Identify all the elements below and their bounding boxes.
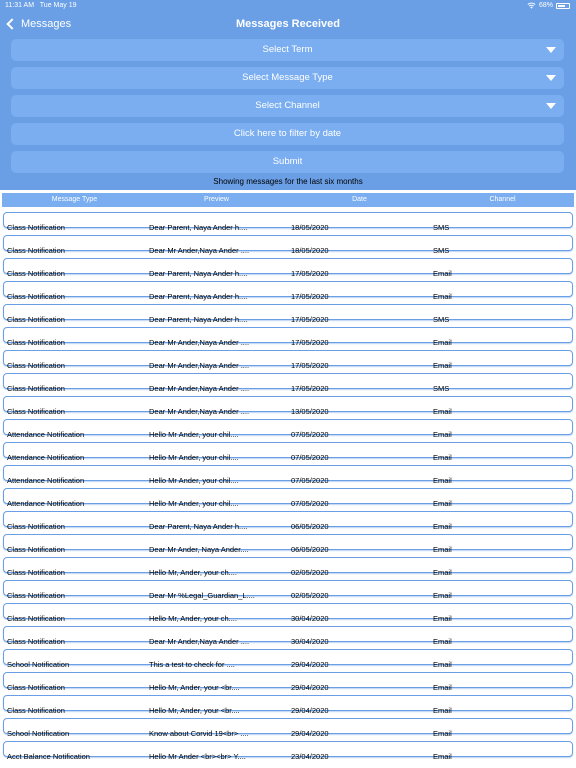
table-row[interactable]: [3, 557, 573, 577]
select-term-dropdown[interactable]: [11, 39, 564, 61]
select-message-type-label: Select Message Type: [242, 72, 333, 83]
preview-cell: Dear Mr Ander,Naya Ander ....: [149, 407, 250, 416]
preview-cell: Hello Mr, Ander, your <br....: [149, 683, 240, 692]
preview-cell: Dear Parent, Naya Ander h....: [149, 315, 248, 324]
preview-cell: Dear Mr Ander, Naya Ander....: [149, 545, 249, 554]
preview-cell: Hello Mr, Ander, your ch....: [149, 614, 237, 623]
message-type-cell: Attendance Notification: [7, 476, 85, 485]
message-type-cell: School Notification: [7, 729, 70, 738]
message-type-cell: Class Notification: [7, 315, 65, 324]
date-cell: 18/05/2020: [291, 246, 329, 255]
battery-fill: [558, 5, 565, 7]
channel-cell: SMS: [433, 223, 450, 232]
channel-cell: Email: [433, 614, 452, 623]
caret-down-icon: [546, 103, 556, 109]
channel-cell: Email: [433, 545, 452, 554]
message-type-cell: Attendance Notification: [7, 499, 85, 508]
date-cell: 13/05/2020: [291, 407, 329, 416]
date-cell: 06/05/2020: [291, 522, 329, 531]
preview-cell: Hello Mr, Ander, your <br....: [149, 706, 240, 715]
table-row[interactable]: [3, 603, 573, 623]
column-header-date: Date: [352, 196, 367, 203]
submit-button[interactable]: [11, 151, 564, 173]
channel-cell: Email: [433, 752, 452, 761]
channel-cell: Email: [433, 269, 452, 278]
channel-cell: Email: [433, 430, 452, 439]
channel-cell: SMS: [433, 246, 450, 255]
preview-cell: Hello Mr Ander, your chil....: [149, 430, 239, 439]
date-cell: 07/05/2020: [291, 430, 329, 439]
table-row[interactable]: [3, 580, 573, 600]
message-type-cell: Class Notification: [7, 407, 65, 416]
select-channel-dropdown[interactable]: [11, 95, 564, 117]
date-cell: 29/04/2020: [291, 683, 329, 692]
channel-cell: Email: [433, 660, 452, 669]
preview-cell: Hello Mr Ander, your chil....: [149, 453, 239, 462]
table-row[interactable]: [3, 327, 573, 347]
message-type-cell: Class Notification: [7, 361, 65, 370]
table-row[interactable]: [3, 488, 573, 508]
date-cell: 18/05/2020: [291, 223, 329, 232]
preview-cell: Dear Mr Ander,Naya Ander ....: [149, 361, 250, 370]
date-cell: 17/05/2020: [291, 315, 329, 324]
message-type-cell: Class Notification: [7, 637, 65, 646]
preview-cell: This a test to check for ....: [149, 660, 235, 669]
wifi-icon: [527, 2, 536, 9]
date-cell: 29/04/2020: [291, 706, 329, 715]
channel-cell: Email: [433, 338, 452, 347]
message-type-cell: Class Notification: [7, 246, 65, 255]
table-row[interactable]: [3, 741, 573, 761]
preview-cell: Dear Mr Ander,Naya Ander ....: [149, 384, 250, 393]
preview-cell: Know about Corvid 19<br> ....: [149, 729, 249, 738]
message-type-cell: School Notification: [7, 660, 70, 669]
status-bar: [0, 0, 576, 12]
date-cell: 02/05/2020: [291, 568, 329, 577]
preview-cell: Dear Parent, Naya Ander h....: [149, 292, 248, 301]
header-panel: [0, 0, 576, 190]
table-row[interactable]: [3, 442, 573, 462]
date-cell: 30/04/2020: [291, 637, 329, 646]
table-row[interactable]: [3, 718, 573, 738]
date-cell: 17/05/2020: [291, 338, 329, 347]
message-list[interactable]: [0, 208, 576, 768]
status-indicators: [527, 2, 570, 9]
table-row[interactable]: [3, 511, 573, 531]
message-type-cell: Acct Balance Notification: [7, 752, 90, 761]
table-row[interactable]: [3, 626, 573, 646]
preview-cell: Dear Mr Ander,Naya Ander ....: [149, 338, 250, 347]
table-row[interactable]: [3, 235, 573, 255]
status-time: [5, 2, 76, 9]
preview-cell: Dear Parent, Naya Ander h....: [149, 223, 248, 232]
date-cell: 29/04/2020: [291, 729, 329, 738]
date-cell: 17/05/2020: [291, 292, 329, 301]
date-cell: 07/05/2020: [291, 499, 329, 508]
table-row[interactable]: [3, 396, 573, 416]
channel-cell: Email: [433, 729, 452, 738]
table-row[interactable]: [3, 281, 573, 301]
preview-cell: Hello Mr Ander, your chil....: [149, 499, 239, 508]
column-header-preview: Preview: [204, 196, 229, 203]
channel-cell: Email: [433, 568, 452, 577]
preview-cell: Dear Parent, Naya Ander h....: [149, 522, 248, 531]
preview-cell: Dear Parent, Naya Ander h....: [149, 269, 248, 278]
message-type-cell: Class Notification: [7, 591, 65, 600]
submit-label: Submit: [272, 156, 303, 167]
table-row[interactable]: [3, 649, 573, 669]
preview-cell: Hello Mr Ander <br><br> Y....: [149, 752, 246, 761]
preview-cell: Dear Mr %Legal_Guardian_L....: [149, 591, 255, 600]
table-row[interactable]: [3, 373, 573, 393]
date-cell: 07/05/2020: [291, 476, 329, 485]
date-cell: 17/05/2020: [291, 384, 329, 393]
navigation-bar: [0, 13, 576, 35]
channel-cell: Email: [433, 292, 452, 301]
channel-cell: Email: [433, 706, 452, 715]
channel-cell: Email: [433, 683, 452, 692]
channel-cell: Email: [433, 591, 452, 600]
page-title: Messages Received: [236, 18, 340, 30]
channel-cell: Email: [433, 407, 452, 416]
date-cell: 07/05/2020: [291, 453, 329, 462]
date-cell: 06/05/2020: [291, 545, 329, 554]
preview-cell: Dear Mr Ander,Naya Ander ....: [149, 637, 250, 646]
message-type-cell: Class Notification: [7, 568, 65, 577]
message-type-cell: Class Notification: [7, 545, 65, 554]
channel-cell: Email: [433, 453, 452, 462]
select-term-label: Select Term: [262, 44, 313, 55]
select-message-type-dropdown[interactable]: [11, 67, 564, 89]
date-cell: 17/05/2020: [291, 361, 329, 370]
status-date: Tue May 19: [39, 2, 77, 9]
message-type-cell: Class Notification: [7, 522, 65, 531]
channel-cell: Email: [433, 522, 452, 531]
table-row[interactable]: [3, 695, 573, 715]
message-type-cell: Class Notification: [7, 706, 65, 715]
channel-cell: Email: [433, 361, 452, 370]
column-header-message-type: Message Type: [51, 196, 98, 203]
column-header-channel: Channel: [489, 196, 516, 203]
preview-cell: Dear Mr Ander,Naya Ander ....: [149, 246, 250, 255]
message-type-cell: Attendance Notification: [7, 430, 85, 439]
message-type-cell: Class Notification: [7, 683, 65, 692]
caret-down-icon: [546, 75, 556, 81]
message-type-cell: Class Notification: [7, 223, 65, 232]
channel-cell: SMS: [433, 315, 450, 324]
message-type-cell: Class Notification: [7, 338, 65, 347]
table-row[interactable]: [3, 419, 573, 439]
date-cell: 30/04/2020: [291, 614, 329, 623]
table-row[interactable]: [3, 350, 573, 370]
table-row[interactable]: [3, 672, 573, 692]
message-type-cell: Attendance Notification: [7, 453, 85, 462]
date-cell: 17/05/2020: [291, 269, 329, 278]
channel-cell: SMS: [433, 384, 450, 393]
message-type-cell: Class Notification: [7, 269, 65, 278]
status-clock: 11:31 AM: [5, 2, 35, 9]
table-row[interactable]: [3, 534, 573, 554]
message-type-cell: Class Notification: [7, 614, 65, 623]
table-header: [2, 193, 574, 207]
channel-cell: Email: [433, 637, 452, 646]
message-type-cell: Class Notification: [7, 292, 65, 301]
table-row[interactable]: [3, 212, 573, 232]
preview-cell: Hello Mr, Ander, your ch....: [149, 568, 237, 577]
results-caption: Showing messages for the last six months: [213, 177, 363, 186]
date-filter-button[interactable]: [11, 123, 564, 145]
table-row[interactable]: [3, 465, 573, 485]
battery-percent: 68%: [538, 2, 553, 9]
channel-cell: Email: [433, 476, 452, 485]
back-label: Messages: [21, 18, 72, 30]
message-type-cell: Class Notification: [7, 384, 65, 393]
caret-down-icon: [546, 47, 556, 53]
table-row[interactable]: [3, 258, 573, 278]
channel-cell: Email: [433, 499, 452, 508]
table-row[interactable]: [3, 304, 573, 324]
date-cell: 02/05/2020: [291, 591, 329, 600]
battery-icon: [556, 3, 570, 9]
date-cell: 29/04/2020: [291, 660, 329, 669]
select-channel-label: Select Channel: [255, 100, 320, 111]
preview-cell: Hello Mr Ander, your chil....: [149, 476, 239, 485]
date-filter-label: Click here to filter by date: [233, 128, 342, 139]
date-cell: 23/04/2020: [291, 752, 329, 761]
